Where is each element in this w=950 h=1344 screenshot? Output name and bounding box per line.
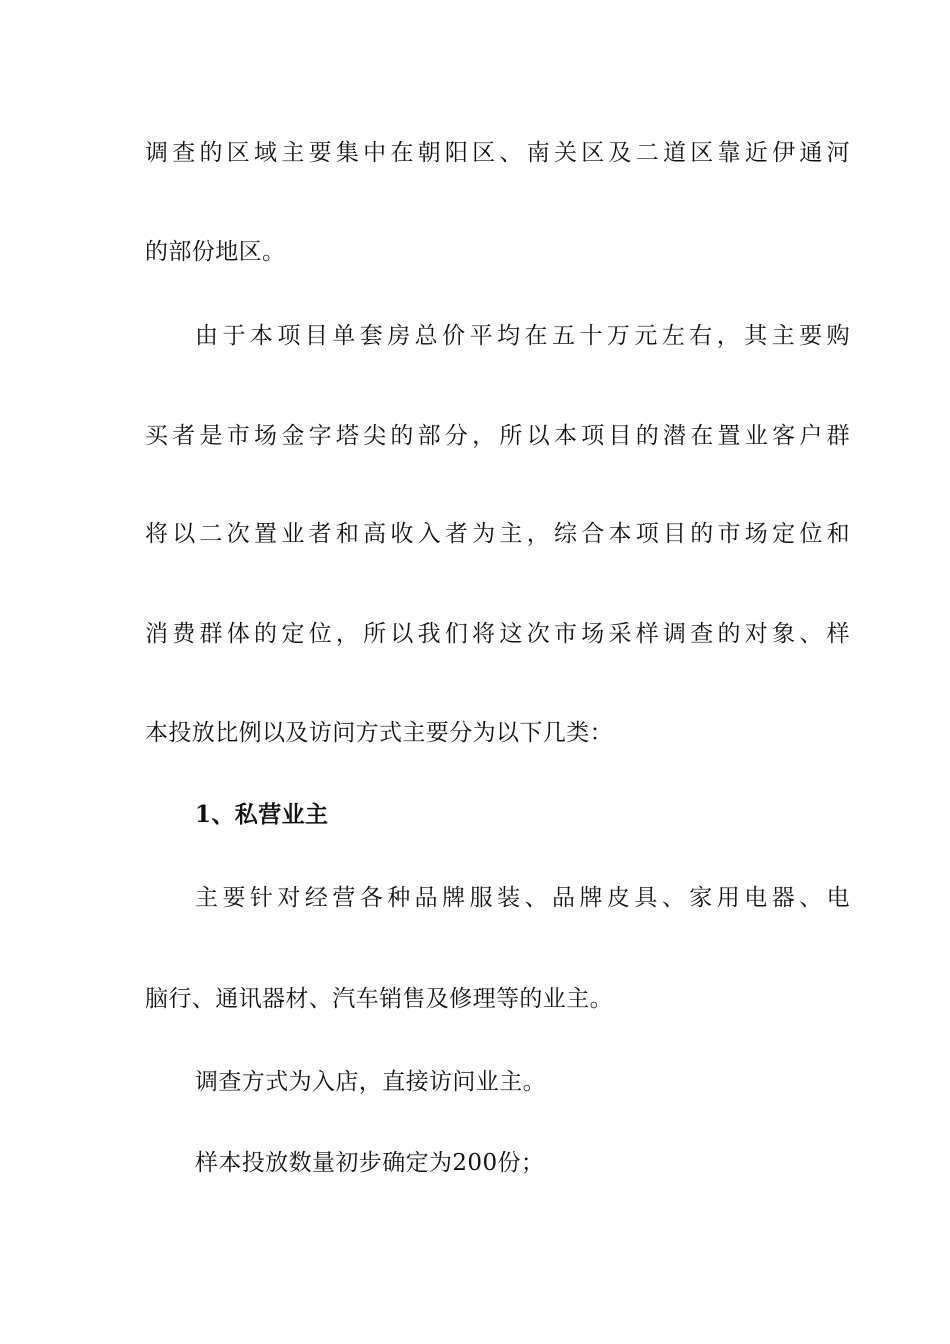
section-1-method: 调查方式为入店，直接访问业主。 <box>195 1069 546 1095</box>
section-1-desc-line-1: 主要针对经营各种品牌服装、品牌皮具、家用电器、电 <box>195 885 850 911</box>
paragraph-1-line-2: 的部份地区。 <box>145 239 286 265</box>
section-1-heading: 1、私营业主 <box>195 801 329 828</box>
paragraph-2-line-1: 由于本项目单套房总价平均在五十万元左右，其主要购 <box>195 323 850 349</box>
section-1-sample: 样本投放数量初步确定为200份； <box>195 1150 545 1176</box>
paragraph-2-line-3: 将以二次置业者和高收入者为主，综合本项目的市场定位和 <box>145 521 850 547</box>
paragraph-2-line-2: 买者是市场金字塔尖的部分，所以本项目的潜在置业客户群 <box>145 423 850 449</box>
paragraph-2-line-4: 消费群体的定位，所以我们将这次市场采样调查的对象、样 <box>145 621 850 647</box>
paragraph-1-line-1: 调查的区域主要集中在朝阳区、南关区及二道区靠近伊通河 <box>145 140 850 166</box>
paragraph-2-line-5: 本投放比例以及访问方式主要分为以下几类： <box>145 720 613 746</box>
section-1-desc-line-2: 脑行、通讯器材、汽车销售及修理等的业主。 <box>145 986 613 1012</box>
